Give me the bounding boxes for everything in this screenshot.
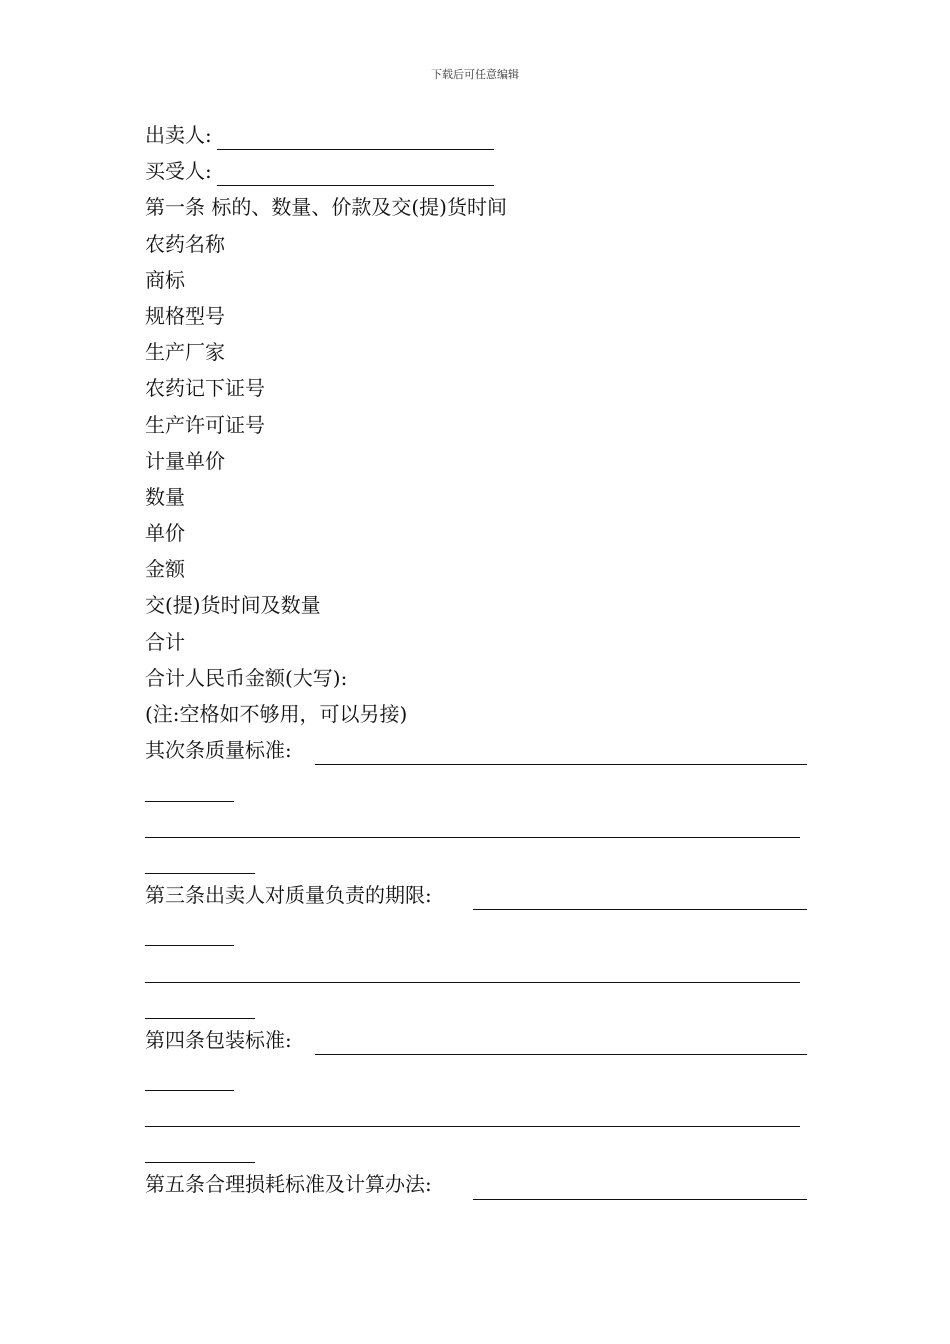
article3-label: 第三条出卖人对质量负责的期限: (145, 882, 432, 907)
blank-underline[interactable] (145, 801, 234, 802)
article4-blank[interactable] (315, 1054, 807, 1055)
buyer-field (145, 156, 810, 192)
item-registration-no: 农药记下证号 (145, 376, 265, 401)
article5-field (145, 1169, 810, 1205)
item-manufacturer: 生产厂家 (145, 340, 225, 365)
article3-blank-line-1 (145, 916, 810, 952)
article4-blank-line-1 (145, 1061, 810, 1097)
contract-body (145, 120, 810, 1206)
item-spec-model: 规格型号 (145, 303, 225, 328)
buyer-label: 买受人: (145, 159, 212, 184)
seller-field (145, 120, 810, 156)
article3-blank-line-2 (145, 952, 810, 988)
blank-underline[interactable] (145, 1090, 234, 1091)
article3-field (145, 880, 810, 916)
article4-blank-line-2 (145, 1097, 810, 1133)
blank-underline[interactable] (145, 1162, 255, 1163)
article3-blank-line-3 (145, 989, 810, 1025)
seller-label: 出卖人: (145, 123, 212, 147)
article1-title: 第一条 标的、数量、价款及交(提)货时间 (145, 195, 507, 220)
item-note: (注:空格如不够用，可以另接) (145, 702, 408, 726)
item-trademark: 商标 (145, 267, 185, 292)
item-total-rmb: 合计人民币金额(大写): (145, 665, 348, 690)
item-amount: 金额 (145, 557, 185, 582)
blank-underline[interactable] (145, 873, 255, 874)
article4-field (145, 1025, 810, 1061)
article2-blank-line-1 (145, 771, 810, 807)
item-unit-price: 单价 (145, 521, 185, 546)
buyer-blank[interactable] (217, 185, 494, 186)
blank-underline[interactable] (145, 982, 800, 983)
article3-blank[interactable] (473, 909, 807, 910)
article5-blank[interactable] (473, 1199, 807, 1200)
article2-blank-line-2 (145, 808, 810, 844)
item-unit-of-measure: 计量单价 (145, 448, 225, 473)
item-pesticide-name: 农药名称 (145, 231, 225, 256)
article2-field (145, 735, 810, 771)
blank-underline[interactable] (145, 837, 800, 838)
blank-underline[interactable] (145, 1018, 255, 1019)
article2-blank-line-3 (145, 844, 810, 880)
blank-underline[interactable] (145, 945, 234, 946)
article4-label: 第四条包装标准: (145, 1027, 292, 1052)
article4-blank-line-3 (145, 1133, 810, 1169)
article2-label: 其次条质量标准: (145, 738, 292, 763)
page-header: 下载后可任意编辑 (431, 68, 519, 81)
article5-label: 第五条合理损耗标准及计算办法: (145, 1172, 432, 1197)
item-quantity: 数量 (145, 484, 185, 509)
seller-blank[interactable] (217, 149, 494, 150)
blank-underline[interactable] (145, 1126, 800, 1127)
item-total: 合计 (145, 629, 185, 654)
item-license-no: 生产许可证号 (145, 412, 265, 437)
article2-blank[interactable] (315, 764, 807, 765)
item-delivery-time: 交(提)货时间及数量 (145, 593, 321, 618)
